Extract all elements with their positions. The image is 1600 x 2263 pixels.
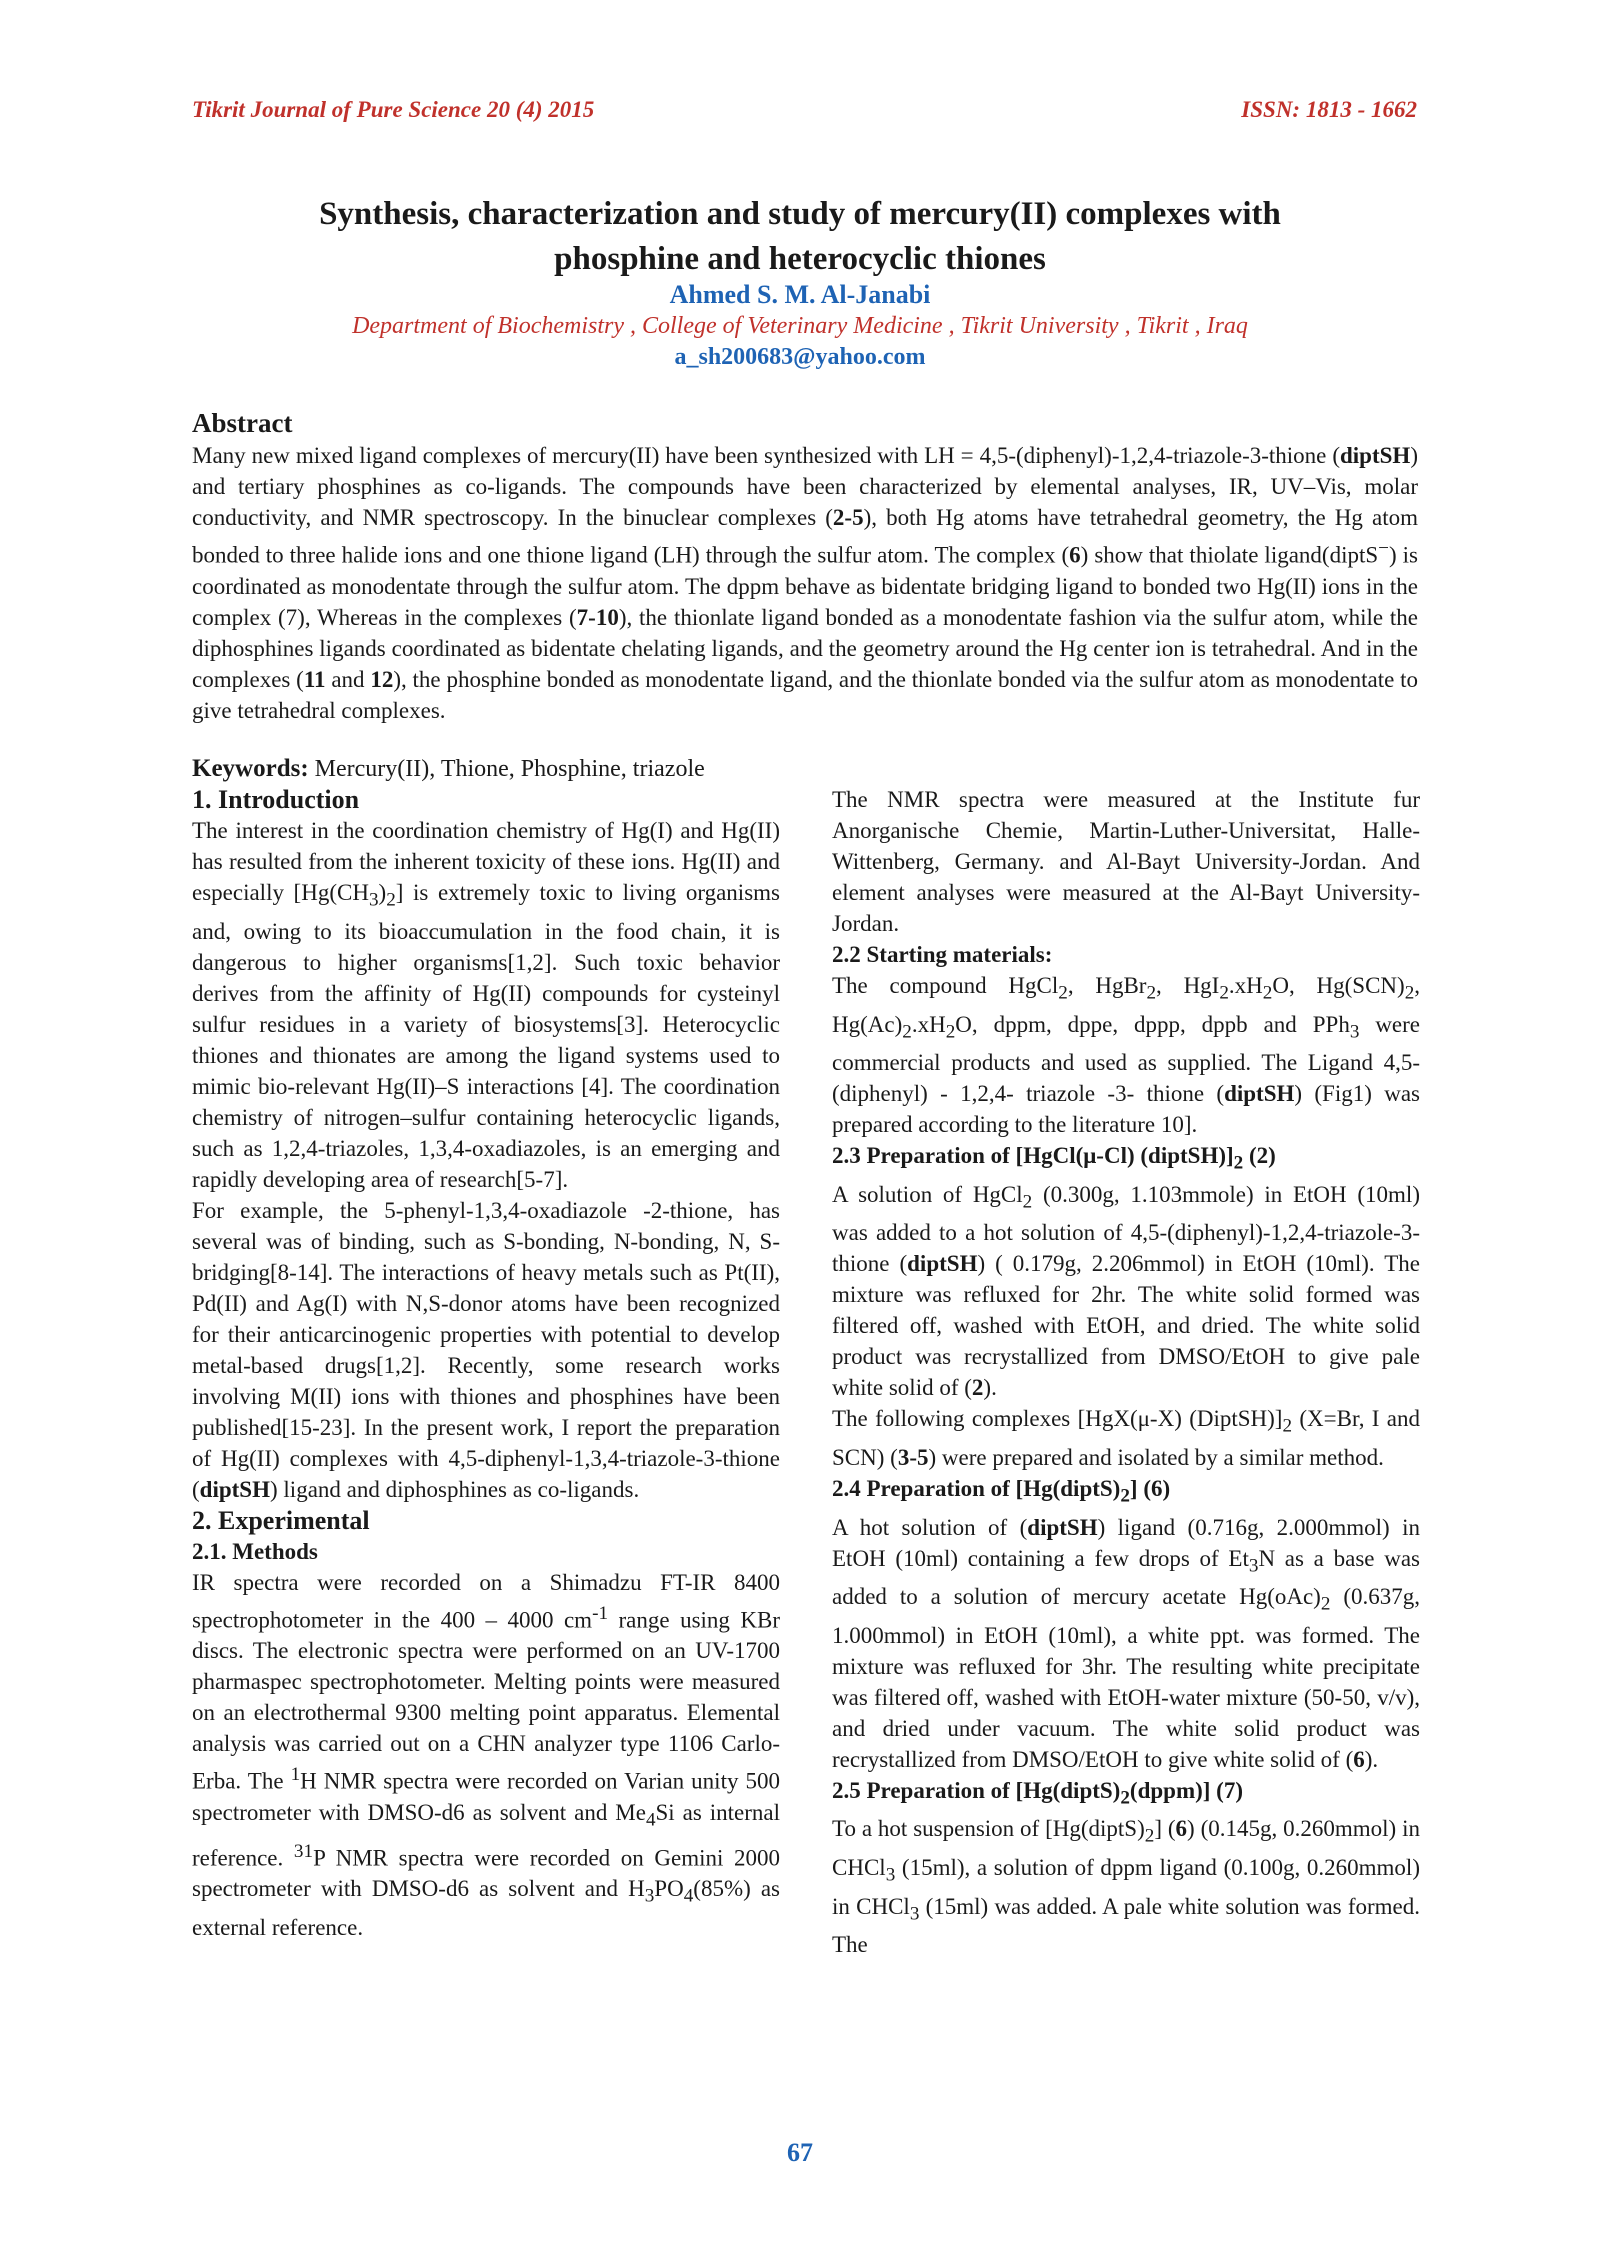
page-number: 67: [787, 2138, 813, 2167]
section-2-3-paragraph: A solution of HgCl$_2$ (0.300g, 1.103mmole) in EtOH (10ml) was added to a hot solution of 4,5-(diphenyl)-1,2,4-triazole-3-thione (diptSH) ( 0.179g, 2.206mmol) in EtOH (10ml). The mixture was refluxed for 2hr. The white solid formed was filtered off, washed with EtOH, and dried. The white solid product was recrystallized from DMSO/EtOH to give pale white solid of (2).: [832, 1181, 1420, 1401]
abstract-heading: Abstract: [192, 408, 293, 438]
abstract-body: Many new mixed ligand complexes of mercury(II) have been synthesized with LH = 4,5-(diphenyl)-1,2,4-triazole-3-thione (diptSH) and tertiary phosphines as co-ligands. The compounds have been characterized by elemental analyses, IR, UV–Vis, molar conductivity, and NMR spectroscopy. In the binuclear complexes (2-5), both Hg atoms have tetrahedral geometry, the Hg atom bonded to three halide ions and one thione ligand (LH) through the sulfur atom. The complex (6) show that thiolate ligand(diptS−) is coordinated as monodentate through the sulfur atom. The dppm behave as bidentate bridging ligand to bonded two Hg(II) ions in the complex (7), Whereas in the complexes (7-10), the thionlate ligand bonded as a monodentate fashion via the sulfur atom, while the diphosphines ligands coordinated as bidentate chelating ligands, and the geometry around the Hg center ion is tetrahedral. And in the complexes (11 and 12), the phosphine bonded as monodentate ligand, and the thionlate bonded via the sulfur atom as monodentate to give tetrahedral complexes.: [192, 443, 1419, 723]
issn-header: ISSN: 1813 - 1662: [1241, 97, 1417, 122]
section-2-5-paragraph: To a hot suspension of $[Hg(diptS)_2]$ (6) (0.145g, 0.260mmol) in CHCl$_3$ (15ml), a solution of dppm ligand (0.100g, 0.260mmol) in CHCl$_3$ (15ml) was added. A pale white solution was formed. The: [832, 1816, 1420, 1958]
right-column: [832, 784, 1420, 1960]
methods-heading: 2.1. Methods: [192, 1538, 318, 1564]
section-2-5-heading: 2.5 Preparation of $[Hg(diptS)_2(dppm)]$ (7): [832, 1777, 1244, 1809]
keywords-line: [192, 755, 705, 783]
methods-paragraph: IR spectra were recorded on a Shimadzu FT-IR 8400 spectrophotometer in the 400 – 4000 $cm^{-1}$ range using KBr discs. The electronic spectra were performed on an UV-1700 pharmaspec spectrophotometer. Melting points were measured on an electrothermal 9300 melting point apparatus. Elemental analysis was carried out on a CHN analyzer type 1106 Carlo-Erba. The $^1$H NMR spectra were recorded on Varian unity 500 spectrometer with DMSO-d6 as solvent and $Me_4Si$ as internal reference. $^{31}$P NMR spectra were recorded on Gemini 2000 spectrometer with DMSO-d6 as solvent and $H_3PO_4(85\%)$ as external reference.: [192, 1569, 781, 1940]
section-2-3-paragraph-2: The following complexes [HgX(μ-X) $(DiptSH)]_2$ (X=Br, I and SCN) (3-5) were prepared and isolated by a similar method.: [832, 1406, 1420, 1470]
left-column: [192, 784, 780, 1943]
journal-header: Tikrit Journal of Pure Science 20 (4) 2015: [192, 97, 595, 122]
author-name: Ahmed S. M. Al-Janabi: [669, 280, 931, 309]
author-affiliation: Department of Biochemistry , College of Veterinary Medicine , Tikrit University , Tikrit , Iraq: [352, 313, 1248, 339]
title-line-1: Synthesis, characterization and study of mercury(II) complexes with: [319, 196, 1281, 232]
experimental-heading: 2. Experimental: [192, 1505, 370, 1535]
keywords-text: Mercury(II), Thione, Phosphine, triazole: [308, 756, 705, 782]
section-2-4-heading: 2.4 Preparation of $[Hg(diptS)_2]$ (6): [832, 1475, 1171, 1507]
paper-title: [150, 192, 1450, 282]
author-email[interactable]: a_sh200683@yahoo.com: [674, 344, 926, 370]
section-2-4-paragraph: A hot solution of (diptSH) ligand (0.716g, 2.000mmol) in EtOH (10ml) containing a few drops of $Et_3N$ as a base was added to a solution of mercury acetate $Hg(oAc)_2$ (0.637g, 1.000mmol) in EtOH (10ml), a white ppt. was formed. The mixture was refluxed for 3hr. The resulting white precipitate was filtered off, washed with EtOH-water mixture (50-50, v/v), and dried under vacuum. The white solid product was recrystallized from DMSO/EtOH to give white solid of (6).: [832, 1514, 1420, 1772]
intro-paragraph-1: The interest in the coordination chemistry of Hg(I) and Hg(II) has resulted from the inherent toxicity of these ions. Hg(II) and especially $[Hg(CH_3)_2]$ is extremely toxic to living organisms and, owing to its bioaccumulation in the food chain, it is dangerous to higher organisms[1,2]. Such toxic behavior derives from the affinity of Hg(II) compounds for cysteinyl sulfur residues in a variety of biosystems[3]. Heterocyclic thiones and thionates are among the ligand systems used to mimic bio-relevant Hg(II)–S interactions [4]. The coordination chemistry of nitrogen–sulfur containing heterocyclic ligands, such as 1,2,4-triazoles, 1,3,4-oxadiazoles, is an emerging and rapidly developing area of research[5-7].: [192, 818, 780, 1192]
keywords-label: Keywords:: [192, 755, 309, 782]
intro-paragraph-2: For example, the 5-phenyl-1,3,4-oxadiazole -2-thione, has several was of binding, such as S-bonding, N-bonding, N, S-bridging[8-14]. The interactions of heavy metals such as Pt(II), Pd(II) and Ag(I) with N,S-donor atoms have been recognized for their anticarcinogenic properties with potential to develop metal-based drugs[1,2]. Recently, some research works involving M(II) ions with thiones and phosphines have been published[15-23]. In the present work, I report the preparation of Hg(II) complexes with 4,5-diphenyl-1,3,4-triazole-3-thione (diptSH) ligand and diphosphines as co-ligands.: [192, 1197, 780, 1502]
nmr-paragraph: The NMR spectra were measured at the Institute fur Anorganische Chemie, Martin-Luther-Universitat, Halle-Wittenberg, Germany. and Al-Bayt University-Jordan. And element analyses were measured at the Al-Bayt University- Jordan.: [832, 787, 1420, 936]
introduction-heading: 1. Introduction: [192, 785, 360, 814]
starting-materials-paragraph: The compound HgCl$_2$, HgBr$_2$, $HgI_2.xH_2O$, $Hg(SCN)_2$, $Hg(Ac)_2.xH_2O$, dppm, dppe, dppp, dppb and PPh$_3$ were commercial products and used as supplied. The Ligand 4,5-(diphenyl) - 1,2,4- triazole -3- thione (diptSH) (Fig1) was prepared according to the literature 10].: [832, 973, 1421, 1138]
title-line-2: phosphine and heterocyclic thiones: [554, 241, 1046, 277]
starting-materials-heading: 2.2 Starting materials:: [832, 942, 1053, 967]
section-2-3-heading: 2.3 Preparation of [HgCl(μ-Cl) $(diptSH)]_2$ (2): [832, 1143, 1276, 1174]
